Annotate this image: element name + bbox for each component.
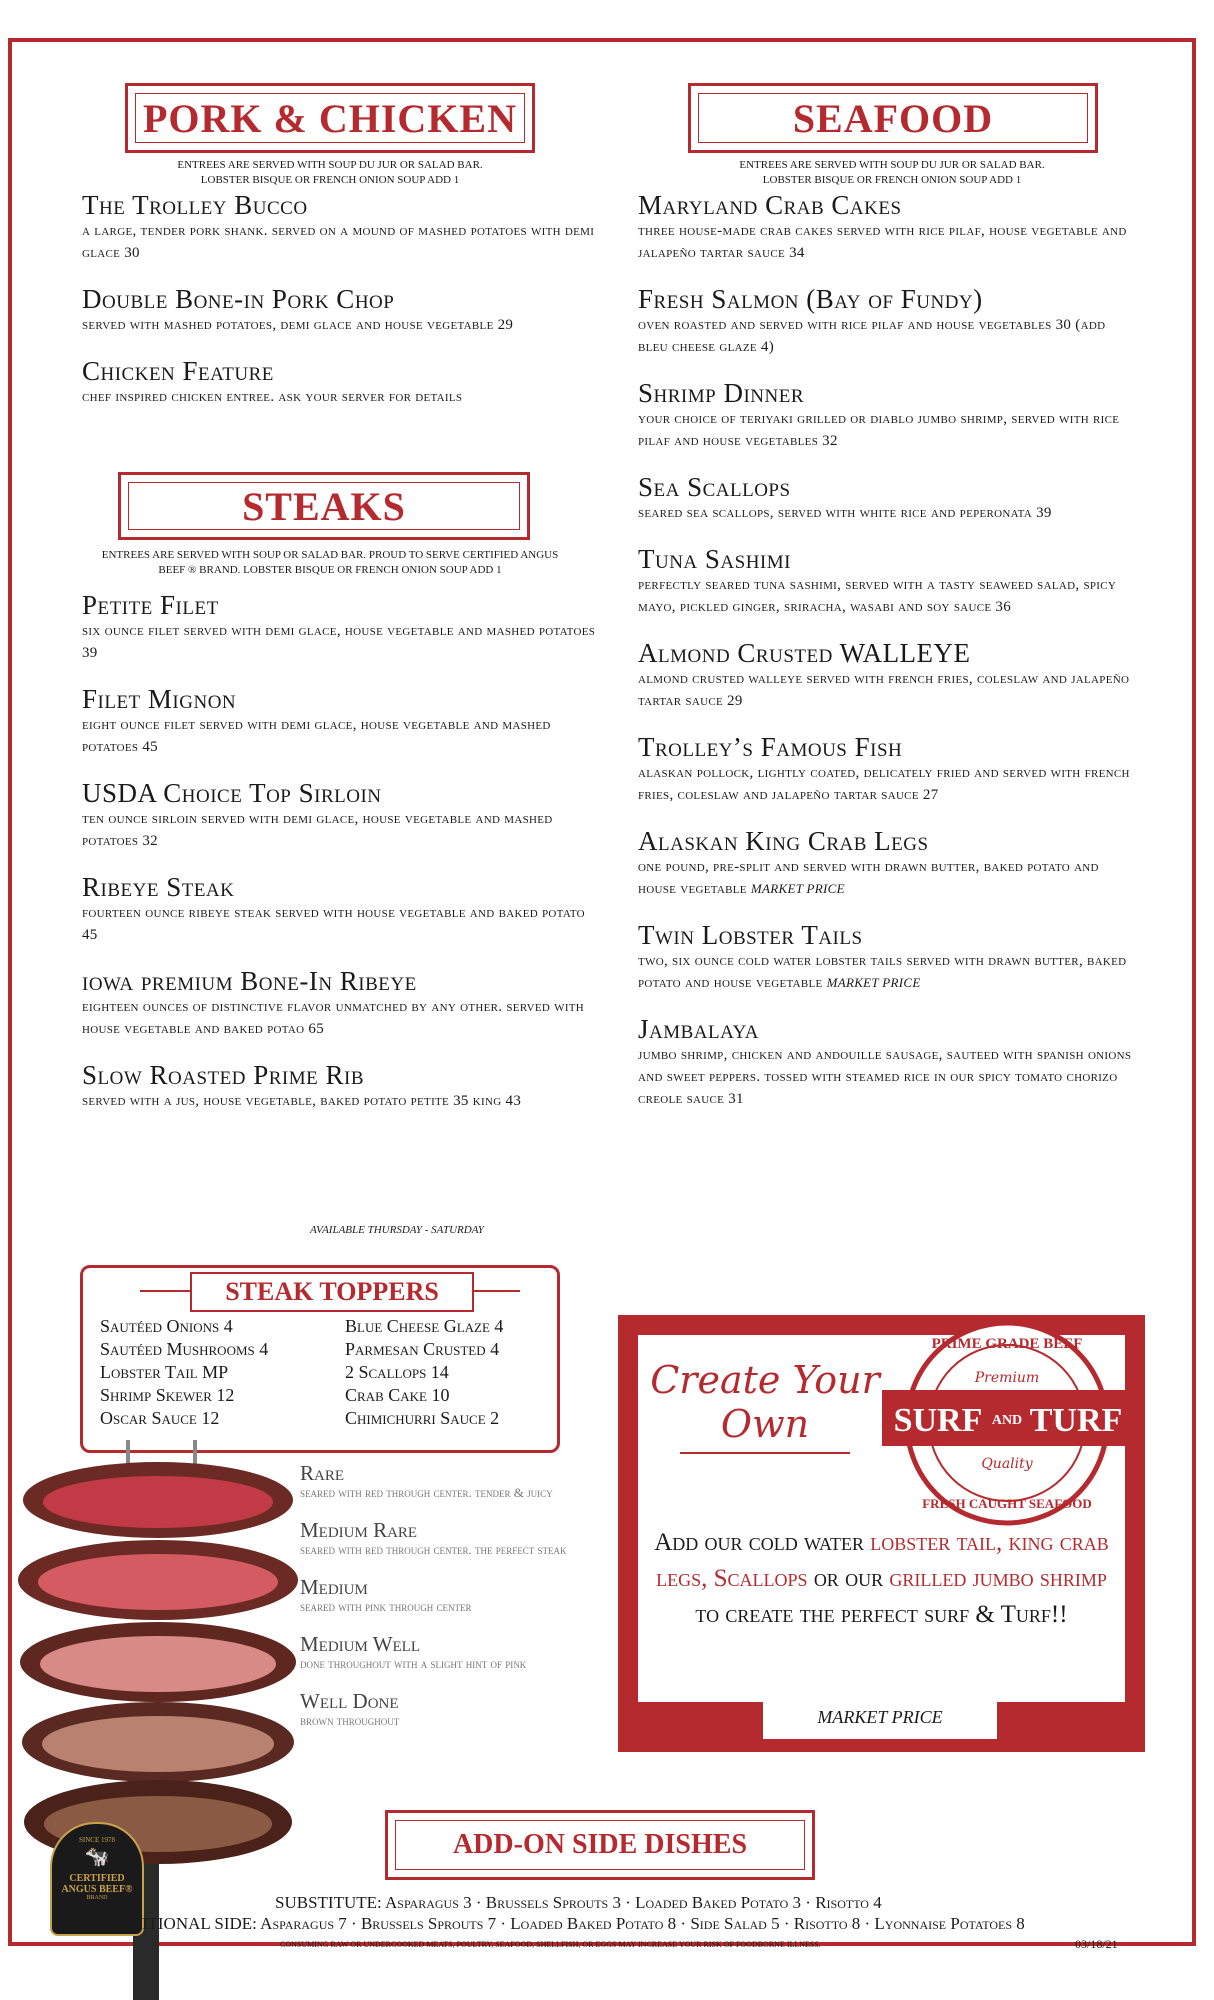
menu-item: The Trolley Bucco a large, tender pork shank. served on a mound of mashed potatoes with demi glace 30 xyxy=(82,190,595,261)
menu-item: Petite Filet six ounce filet served with demi glace, house vegetable and mashed potatoes 39 xyxy=(82,590,596,661)
toppers-divider xyxy=(470,1290,520,1292)
surf-turf-price: MARKET PRICE xyxy=(763,1695,997,1739)
steak-toppers-list xyxy=(100,1315,550,1430)
menu-item: Jambalaya jumbo shrimp, chicken and andouille sausage, sauteed with spanish onions and sweet peppers. tossed with steamed rice in our spicy tomato chorizo creole sauce 31 xyxy=(638,1014,1132,1107)
menu-item: Ribeye Steak fourteen ounce ribeye steak served with house vegetable and baked potato 45 xyxy=(82,872,585,943)
seafood-note: ENTREES ARE SERVED WITH SOUP DU JUR OR SALAD BAR. LOBSTER BISQUE OR FRENCH ONION SOUP ADD 1 xyxy=(739,159,1045,186)
menu-item: Twin Lobster Tails two, six ounce cold water lobster tails served with drawn butter, baked potato and house vegetable MARKET PRICE xyxy=(638,920,1127,991)
seafood-header: SEAFOOD xyxy=(688,83,1098,153)
svg-text:TURF: TURF xyxy=(1029,1402,1123,1439)
menu-item: Trolley’s Famous Fish alaskan pollock, lightly coated, delicately fried and served with french fries, coleslaw and jalapeño tartar sauce 27 xyxy=(638,732,1130,803)
add-on-header: ADD-ON SIDE DISHES xyxy=(385,1810,815,1880)
topper-item: Parmesan Crusted 4 xyxy=(345,1339,500,1359)
topper-item: Shrimp Skewer 12 xyxy=(100,1385,235,1405)
menu-item: Filet Mignon eight ounce filet served with demi glace, house vegetable and mashed potatoes 45 xyxy=(82,684,551,755)
svg-text:FRESH CAUGHT SEAFOOD: FRESH CAUGHT SEAFOOD xyxy=(922,1496,1092,1511)
topper-item: 2 Scallops 14 xyxy=(345,1362,449,1382)
doneness-guide xyxy=(300,1462,590,1747)
create-your-own-title: Create Your Own xyxy=(650,1358,880,1446)
topper-item: Crab Cake 10 xyxy=(345,1385,450,1405)
steaks-header: STEAKS xyxy=(118,472,530,540)
topper-item: Sautéed Mushrooms 4 xyxy=(100,1339,269,1359)
certified-angus-beef-logo: SINCE 1978 🐄 CERTIFIED ANGUS BEEF® BRAND xyxy=(50,1822,144,1936)
pork-chicken-header: PORK & CHICKEN xyxy=(125,83,535,153)
menu-item: Almond Crusted WALLEYE almond crusted walleye served with french fries, coleslaw and jalapeño tartar sauce 29 xyxy=(638,638,1130,709)
food-safety-warning: CONSUMING RAW OR UNDERCOOKED MEATS, POULTRY, SEAFOOD, SHELLFISH, OR EGGS MAY INCREASE YOUR RISK OF FOODBORNE ILLNESS. xyxy=(280,1940,821,1949)
menu-item: Sea Scallops seared sea scallops, served with white rice and peperonata 39 xyxy=(638,472,1052,521)
pork-chicken-list xyxy=(82,190,602,428)
topper-item: Oscar Sauce 12 xyxy=(100,1408,220,1428)
surf-turf-description: Add our cold water lobster tail, king crab legs, Scallops or our grilled jumbo shrimp to create the perfect surf & Turf!! xyxy=(654,1529,1109,1628)
steaks-note: ENTREES ARE SERVED WITH SOUP OR SALAD BAR. PROUD TO SERVE CERTIFIED ANGUS BEEF ® BRAND. LOBSTER BISQUE OR FRENCH ONION SOUP ADD 1 xyxy=(101,549,559,576)
menu-item: Slow Roasted Prime Rib served with a jus, house vegetable, baked potato petite 35 king 43 xyxy=(82,1060,522,1109)
steak-toppers-title: STEAK TOPPERS xyxy=(190,1272,474,1312)
doneness-item: Medium Well done throughout with a slight hint of pink xyxy=(300,1632,527,1671)
menu-item: Chicken Feature chef inspired chicken entree. ask your server for details xyxy=(82,356,463,405)
availability-note: AVAILABLE THURSDAY - SATURDAY xyxy=(310,1224,484,1236)
substitute-sides: SUBSTITUTE: Asparagus 3 · Brussels Sprouts 3 · Loaded Baked Potato 3 · Risotto 4 xyxy=(275,1893,882,1912)
topper-item: Blue Cheese Glaze 4 xyxy=(345,1316,504,1336)
svg-text:Quality: Quality xyxy=(981,1456,1033,1472)
svg-text:Premium: Premium xyxy=(974,1370,1040,1386)
toppers-divider xyxy=(140,1290,190,1292)
menu-item: USDA Choice Top Sirloin ten ounce sirloin served with demi glace, house vegetable and mashed potatoes 32 xyxy=(82,778,553,849)
topper-item: Chimichurri Sauce 2 xyxy=(345,1408,500,1428)
svg-text:SURF: SURF xyxy=(893,1402,983,1439)
menu-date: 03/18/21 xyxy=(1075,1937,1118,1951)
menu-item: Tuna Sashimi perfectly seared tuna sashimi, served with a tasty seaweed salad, spicy mayo, pickled ginger, sriracha, wasabi and soy sauce 36 xyxy=(638,544,1117,615)
topper-item: Sautéed Onions 4 xyxy=(100,1316,233,1336)
pork-chicken-note: ENTREES ARE SERVED WITH SOUP DU JUR OR SALAD BAR. LOBSTER BISQUE OR FRENCH ONION SOUP ADD 1 xyxy=(177,159,483,186)
seafood-list xyxy=(638,190,1138,1130)
menu-item: Double Bone-in Pork Chop served with mashed potatoes, demi glace and house vegetable 29 xyxy=(82,284,514,333)
menu-item: Maryland Crab Cakes three house-made crab cakes served with rice pilaf, house vegetable and jalapeño tartar sauce 34 xyxy=(638,190,1127,261)
steaks-list xyxy=(82,590,602,1132)
doneness-item: Well Done brown throughout xyxy=(300,1689,400,1728)
create-underline xyxy=(680,1452,850,1454)
additional-sides: ADDITIONAL SIDE: Asparagus 7 · Brussels Sprouts 7 · Loaded Baked Potato 8 · Side Salad 5 · Risotto 8 · Lyonnaise Potatoes 8 xyxy=(105,1914,1025,1933)
menu-item: Shrimp Dinner your choice of teriyaki grilled or diablo jumbo shrimp, served with rice pilaf and house vegetables 32 xyxy=(638,378,1120,449)
doneness-item: Rare seared with red through center. tender & juicy xyxy=(300,1461,553,1500)
doneness-item: Medium Rare seared with red through center. the perfect steak xyxy=(300,1518,567,1557)
svg-text:PRIME GRADE BEEF: PRIME GRADE BEEF xyxy=(931,1336,1083,1352)
menu-item: Alaskan King Crab Legs one pound, pre-split and served with drawn butter, baked potato and house vegetable MARKET PRICE xyxy=(638,826,1099,897)
topper-item: Lobster Tail MP xyxy=(100,1362,229,1382)
surf-and-turf-seal xyxy=(882,1318,1132,1528)
svg-text:AND: AND xyxy=(991,1413,1023,1428)
doneness-item: Medium seared with pink through center xyxy=(300,1575,472,1614)
menu-item: iowa premium Bone-In Ribeye eighteen ounces of distinctive flavor unmatched by any other. served with house vegetable and baked potao 65 xyxy=(82,966,585,1037)
menu-item: Fresh Salmon (Bay of Fundy) oven roasted and served with rice pilaf and house vegetables 30 (add bleu cheese glaze 4) xyxy=(638,284,1106,355)
